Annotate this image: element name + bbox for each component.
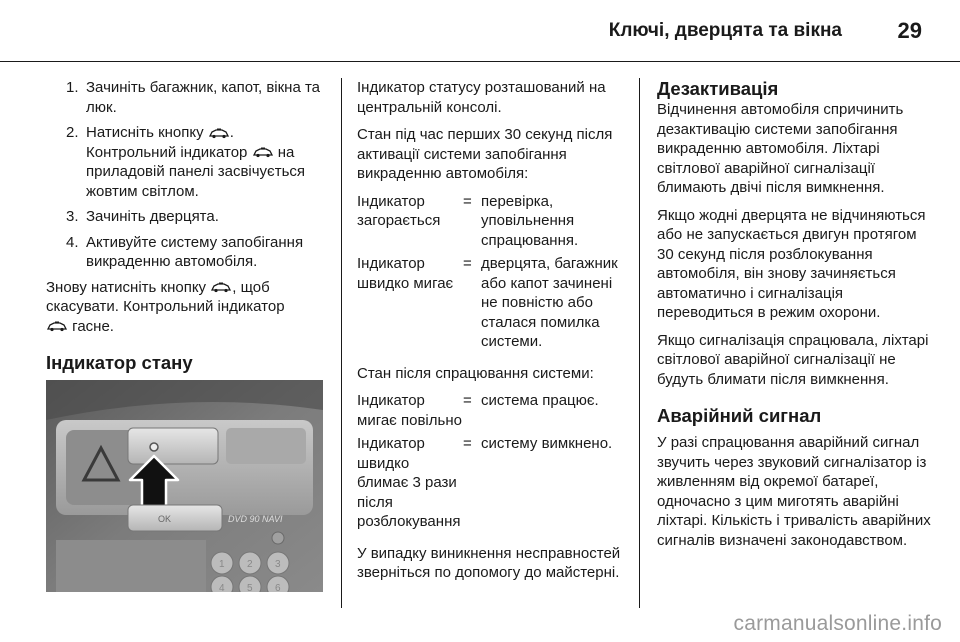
step-text: Натисніть кнопку [86, 124, 204, 141]
paragraph-text: гасне. [72, 317, 114, 335]
paragraph-text: , щоб скасувати. Контрольний індикатор [46, 278, 285, 315]
step-1 [46, 78, 328, 117]
table-cell-eq: = [463, 435, 472, 452]
step-2 [46, 123, 328, 201]
section-title-alarm: Аварійний сигнал [657, 405, 822, 426]
page-header [0, 0, 960, 62]
column-middle [357, 78, 625, 591]
car-alarm-icon [210, 282, 232, 293]
paragraph-text: Знову натисніть кнопку [46, 278, 207, 296]
table-cell-right: дверцята, багажник або капот зачинені не повністю або сталася помилка системи. [481, 255, 618, 350]
step-text: на приладовій панелі засвічується жовтим світлом. [86, 143, 306, 200]
step-text: Зачиніть багажник, капот, вікна та люк. [86, 79, 321, 116]
key-6: 6 [275, 583, 281, 592]
step-text: Зачиніть дверцята. [86, 208, 219, 225]
section-title-deactivation: Дезактивація [657, 78, 779, 99]
car-alarm-icon [252, 147, 274, 158]
step-number: 2. [66, 124, 79, 141]
status-intro: Індикатор статусу розташований на центральній консолі. [357, 79, 606, 116]
table-cell-right: перевірка, уповільнення спрацювання. [481, 192, 579, 249]
column-divider-left [341, 78, 342, 608]
deactivation-para-2: Якщо жодні дверцята не відчиняються або не запускається двигун протягом 30 секунд після розблокування автомобіля, він знову зачиняється автоматично і сигналізація переводиться в режим охорони. [657, 206, 926, 321]
step-number: 1. [66, 79, 79, 96]
steps-list [46, 78, 328, 272]
after-intro: Стан після спрацювання системи: [357, 364, 594, 382]
table-cell-eq: = [463, 192, 472, 210]
status-table-initial [357, 192, 625, 352]
console-illustration [46, 380, 323, 592]
table-cell-left: Індикатор швидко блимає 3 рази після розблокування [357, 435, 461, 530]
console-photo [46, 380, 323, 592]
table-cell-left: Індикатор мигає повільно [357, 392, 462, 429]
header-rule [0, 61, 960, 62]
table-cell-eq: = [463, 392, 472, 409]
outro: У випадку виникнення несправностей зверніться по допомогу до майстерні. [357, 544, 621, 581]
car-alarm-icon [208, 128, 230, 139]
key-2: 2 [247, 559, 253, 570]
step-text: Контрольний індикатор [86, 143, 248, 161]
watermark: carmanualsonline.info [733, 612, 942, 635]
key-3: 3 [275, 559, 281, 570]
key-4: 4 [219, 583, 225, 592]
table-cell-right: система працює. [481, 392, 599, 409]
table-cell-left: Індикатор загорається [357, 192, 441, 229]
page-title: Ключі, дверцята та вікна [608, 20, 842, 41]
status-table-after [357, 391, 625, 532]
cancel-paragraph [46, 278, 328, 337]
table-cell-left: Індикатор швидко мигає [357, 255, 454, 292]
ok-label: OK [158, 514, 172, 524]
column-right [657, 78, 933, 558]
deactivation-para-3: Якщо сигналізація спрацювала, ліхтарі світлової аварійної сигналізації не будуть блимати після вимкнення. [657, 331, 929, 388]
table-cell-eq: = [463, 255, 472, 272]
alarm-para-1: У разі спрацювання аварійний сигнал звучить через звуковий сигналізатор із живленням від окремої батареї, одночасно з цим миготять аварійні ліхтарі. Кількість і тривалість аварійних сигналів визначені законодавством. [657, 434, 931, 549]
section-title-status: Індикатор стану [46, 352, 193, 373]
key-5: 5 [247, 583, 253, 592]
state-intro: Стан під час перших 30 секунд після активації системи запобігання викраденню автомобіля: [357, 126, 613, 182]
step-text: . [229, 124, 234, 141]
column-divider-right [639, 78, 640, 608]
table-cell-right: систему вимкнено. [481, 435, 613, 452]
column-left [46, 78, 328, 592]
car-alarm-icon [46, 321, 68, 332]
page-number: 29 [897, 18, 922, 43]
deactivation-para-1: Відчинення автомобіля спричинить дезактивацію системи запобігання викраденню автомобіля. Ліхтарі світлової аварійної сигналізації блимають двічі після вимкнення. [657, 101, 904, 196]
key-1: 1 [219, 559, 225, 570]
keypad [211, 552, 289, 592]
step-4 [46, 233, 328, 272]
step-number: 4. [66, 233, 79, 251]
step-text: Активуйте систему запобігання викраденню автомобіля. [86, 233, 304, 270]
step-3 [46, 207, 328, 227]
step-number: 3. [66, 208, 79, 225]
navi-label: DVD 90 NAVI [228, 514, 283, 524]
